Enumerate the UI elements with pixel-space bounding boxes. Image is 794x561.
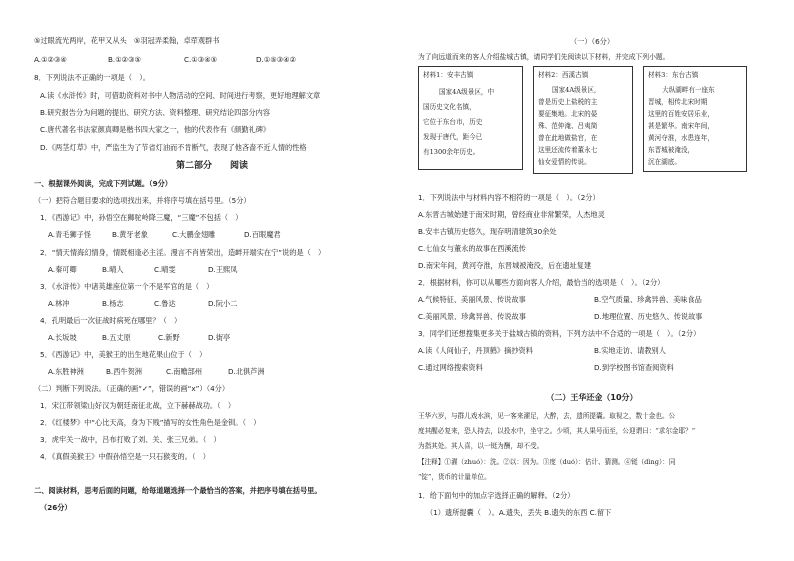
option: D.①⑤③④② bbox=[256, 55, 297, 64]
material-line: 要征集地。北宋的晏 bbox=[538, 110, 598, 118]
material-line: 黄河夺淮，水患连年， bbox=[648, 134, 714, 142]
material-line: 殊、范仲淹、吕夷简 bbox=[538, 122, 598, 130]
part-2-heading: 第二部分 阅读 bbox=[175, 161, 248, 171]
option: B.西牛贺洲 bbox=[106, 367, 142, 376]
notes-line-2: “锭”，货币的计量单位。 bbox=[418, 473, 491, 481]
option: C.通过网络搜索资料 bbox=[418, 363, 483, 372]
reading-q1-b: B.安丰古镇历史悠久，现存明清建筑30余处 bbox=[418, 227, 557, 236]
section-1a-instruction: （一）把符合题目要求的选项找出来，并将序号填在括号里。（5分） bbox=[34, 196, 251, 205]
question-5: 5．《西游记》中，美猴王的出生地花果山位于（ ） bbox=[40, 350, 207, 359]
material-1-box bbox=[418, 66, 523, 170]
q8-option-c: C.唐代著名书法家颜真卿是楷书四大家之一，他的代表作有《颜勤礼碑》 bbox=[40, 125, 271, 134]
option: B.杨志 bbox=[102, 299, 124, 308]
option: A.林冲 bbox=[48, 299, 70, 308]
reading-2-q1-part-1: （1）遗所提囊（ ）。A.遗失，丢失 B.遗失的东西 C.留下 bbox=[426, 508, 612, 517]
option: A.①②③④ bbox=[34, 55, 67, 64]
material-line: 发现于唐代，距今已 bbox=[423, 133, 483, 141]
material-line: 材料1：安丰古镇 bbox=[423, 71, 474, 79]
section-1b-instruction: （二）判断下列说法。（正确的画“✓”，错误的画“x”）（4分） bbox=[34, 384, 230, 393]
material-line: 这里还流传着董永七 bbox=[538, 146, 598, 154]
reading-1-heading: （一）（6分） bbox=[569, 37, 615, 46]
option: C.美丽风景、珍禽异兽、传说故事 bbox=[418, 312, 526, 321]
reading-q1: 1．下列说法中与材料内容不相符的一项是（ ）。（2分） bbox=[418, 193, 600, 202]
option: A.读《人间仙子，丹顶鹤》摘抄资料 bbox=[418, 346, 533, 355]
option: B.晴人 bbox=[102, 265, 124, 274]
material-3-box bbox=[643, 66, 747, 172]
option: D.阮小二 bbox=[208, 299, 238, 308]
question-8: 8．下列说法不正确的一项是（ ）。 bbox=[34, 73, 150, 82]
option: C.南赡部州 bbox=[166, 367, 203, 376]
option: B.黄牙老象 bbox=[112, 230, 148, 239]
option: B.①②③⑤ bbox=[108, 55, 141, 64]
option: A.气候特征、美丽风景、传说故事 bbox=[418, 295, 526, 304]
option: D.地理位置、历史悠久、传说故事 bbox=[594, 312, 703, 321]
material-line: 国家4A级景区， bbox=[552, 86, 601, 94]
option: A.青毛狮子怪 bbox=[48, 230, 92, 239]
option: B.空气质量、珍禽异兽、美味食品 bbox=[594, 295, 702, 304]
option: A.秦可卿 bbox=[48, 265, 77, 274]
material-line: 东晋城被淹没， bbox=[648, 146, 695, 154]
reading-1-intro: 为了向远道而来的客人介绍盐城古镇，请同学们先阅读以下材料，并完成下列小题。 bbox=[418, 53, 670, 61]
question-4: 4．孔明最后一次征战时病死在哪里？（ ） bbox=[40, 316, 182, 325]
option: C.①③④⑤ bbox=[184, 55, 218, 64]
q7-continued: ⑤过眼流光两岸，花甲又从头 ⑤羽冠弄柔翰，卓荦观群书 bbox=[34, 36, 220, 45]
true-false-2: 2．《红楼梦》中“心比天高，身为下贱”描写的女性角色是金钏。（ ） bbox=[40, 418, 261, 427]
reading-2-q1: 1．给下面句中的加点字选择正确的解释。（2分） bbox=[418, 491, 575, 500]
option: A.长坂坡 bbox=[48, 333, 77, 342]
section-2-points: （26分） bbox=[40, 503, 72, 512]
question-1: 1．《西游记》中，孙悟空在狮驼岭降三魔，“三魔”不包括（ ） bbox=[40, 213, 243, 222]
reading-q3: 3．同学们还想搜集更多关于盐城古镇的资料，下列方法中不合适的一项是（ ）。（2分） bbox=[418, 329, 701, 338]
material-line: 大纵湖畔有一座东 bbox=[662, 86, 715, 94]
material-2-box bbox=[533, 66, 633, 174]
reading-q1-c: C.七仙女与董永的故事在西溪流传 bbox=[418, 244, 526, 253]
reading-q1-a: A.东晋古城始建于南宋时期，曾经商业非常繁荣，人杰地灵 bbox=[418, 210, 605, 219]
option: C.新野 bbox=[158, 333, 180, 342]
option: D.王熙凤 bbox=[208, 265, 238, 274]
option: D.街亭 bbox=[208, 333, 231, 342]
question-3: 3．《水浒传》中诸英雄座位第一个不是军官的是（ ） bbox=[40, 282, 214, 291]
material-line: 材料3：东台古镇 bbox=[648, 71, 699, 79]
material-line: 国家4A级景区，中 bbox=[439, 88, 495, 96]
option: D.北俱芦洲 bbox=[228, 367, 265, 376]
story-line-3: 为指其处。其人喜，以一铤为酬，却不受。 bbox=[418, 442, 544, 450]
notes-line-1: 【注释】①濯（zhuó）：洗。②以：因为。③度（duó）：估计、猜测。④铤（dìng）：同 bbox=[418, 458, 676, 466]
section-1-heading: 一、根据课外阅读，完成下列试题。（9分） bbox=[34, 179, 172, 188]
option: A.东胜神洲 bbox=[48, 367, 84, 376]
section-2-heading: 二、阅读材料，思考后面的问题，给每道题选择一个最恰当的答案，并把序号填在括号里。 bbox=[34, 486, 322, 495]
material-line: 曾在此地做盐官，在 bbox=[538, 134, 598, 142]
option: B.五丈原 bbox=[102, 333, 131, 342]
material-line: 沉在湖底。 bbox=[648, 158, 681, 166]
option: B.实地走访、请教别人 bbox=[594, 346, 666, 355]
reading-2-heading: （二）王华还金（10分） bbox=[546, 393, 638, 402]
material-line: 甚是繁华。南宋年间， bbox=[648, 122, 714, 130]
story-line-2: 度其醒必复来，恐人持去，以投水中，坐守之。少顷，其人果号而至，公迎谓曰：“求尔金耶？” bbox=[418, 427, 696, 435]
reading-q1-d: D.南宋年间，黄河夺淮，东晋城被淹没，后在遗址复建 bbox=[418, 261, 592, 270]
option: D.到学校图书馆查阅资料 bbox=[594, 363, 674, 372]
q8-option-d: D.《两茎灯草》中，严监生为了节省灯油而不肯断气，表现了他吝啬不近人情的性格 bbox=[40, 143, 307, 152]
question-2: 2．“情天情海幻情身，情既相逢必主淫。漫言不肖皆荣出，造衅开端实在宁”说的是（ ） bbox=[40, 248, 326, 257]
q8-option-a: A.读《水浒传》时，可借助资料对书中人物活动的空间、时间进行考察，更好地理解文章 bbox=[40, 91, 321, 100]
option: C.鲁达 bbox=[154, 299, 176, 308]
option: C.晴雯 bbox=[154, 265, 176, 274]
option: C.大鹏金翅雕 bbox=[172, 230, 216, 239]
material-line: 晋城，相传北宋时期 bbox=[648, 98, 708, 106]
material-line: 仙女爱情的传说。 bbox=[538, 158, 591, 166]
option: D.百眼魔君 bbox=[244, 230, 281, 239]
story-line-1: 王华六岁，与群儿戏水滨，见一客来濯足，大醉，去，遗所提囊。取视之，数十金也。公 bbox=[418, 412, 676, 420]
material-line: 曾是历史上盐税的主 bbox=[538, 98, 598, 106]
reading-q2: 2．根据材料，你可以从哪些方面向客人介绍，最恰当的选项是（ ）。（2分） bbox=[418, 278, 665, 287]
material-line: 有1300余年历史。 bbox=[423, 148, 480, 156]
true-false-4: 4．《真假美猴王》中假孙悟空是一只石猴变的。（ ） bbox=[40, 452, 210, 461]
material-line: 这里的百姓安居乐业， bbox=[648, 110, 714, 118]
material-line: 国历史文化名镇， bbox=[423, 103, 476, 111]
material-line: 材料2：西溪古镇 bbox=[538, 71, 589, 79]
material-line: 它位于东台市，历史 bbox=[423, 118, 483, 126]
true-false-3: 3．虎牢关一战中，吕布打败了刘、关、张三兄弟。（ ） bbox=[40, 435, 221, 444]
q8-option-b: B.研究报告分为问题的提出、研究方法、资料整理、研究结论四部分内容 bbox=[40, 108, 271, 117]
true-false-1: 1．宋江带领梁山好汉为朝廷南征北战，立下赫赫战功。（ ） bbox=[40, 401, 236, 410]
